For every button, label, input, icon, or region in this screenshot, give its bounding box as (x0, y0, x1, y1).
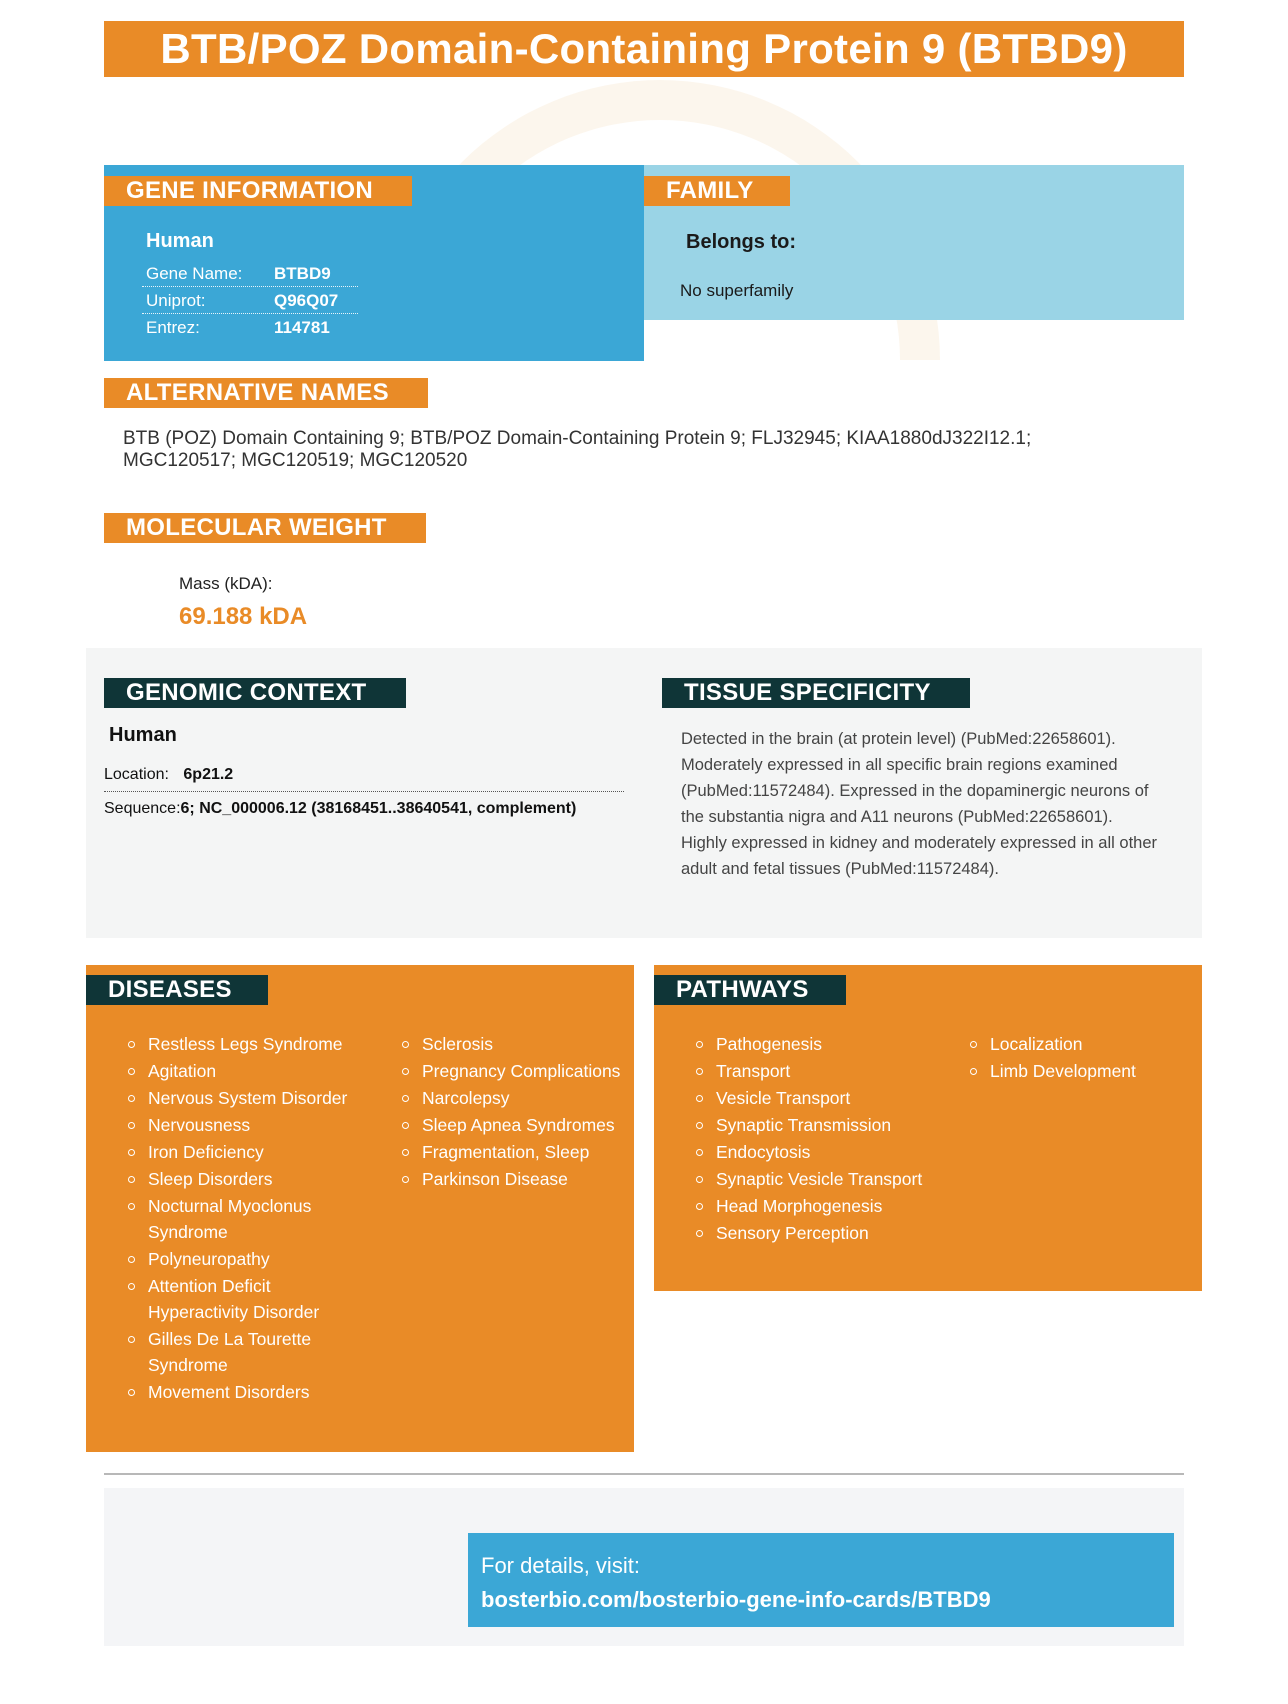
details-url-link[interactable]: bosterbio.com/bosterbio-gene-info-cards/BTBD9 (481, 1587, 991, 1612)
genomic-species: Human (109, 724, 177, 746)
page-title: BTB/POZ Domain-Containing Protein 9 (BTBD9) (104, 21, 1184, 77)
list-item: Nervous System Disorder (128, 1085, 358, 1111)
diseases-list-col2 (402, 1031, 632, 1193)
uniprot-value: Q96Q07 (274, 291, 339, 310)
list-item: Synaptic Vesicle Transport (696, 1166, 936, 1192)
list-item: Gilles De La Tourette Syndrome (128, 1326, 358, 1378)
list-item: Parkinson Disease (402, 1166, 632, 1192)
pathways-list-col1 (696, 1031, 936, 1247)
pathways-list-col2 (970, 1031, 1200, 1085)
list-item: Restless Legs Syndrome (128, 1031, 358, 1057)
entrez-key: Entrez: (146, 318, 200, 337)
list-item: Pathogenesis (696, 1031, 936, 1057)
location-label: Location: (104, 766, 169, 783)
gene-species: Human (146, 230, 214, 252)
list-item: Transport (696, 1058, 936, 1084)
gene-name-key: Gene Name: (146, 264, 243, 283)
diseases-panel (86, 965, 634, 1452)
mass-label: Mass (kDA): (179, 574, 273, 593)
footer-divider (104, 1473, 1184, 1475)
list-item: Synaptic Transmission (696, 1112, 936, 1138)
belongs-to-label: Belongs to: (686, 231, 796, 253)
list-item: Polyneuropathy (128, 1246, 358, 1272)
family-heading: FAMILY (644, 176, 790, 206)
footer-panel (104, 1488, 1184, 1646)
tissue-specificity-text: Detected in the brain (at protein level) (PubMed:22658601). Moderately expressed in all specific brain regions examined (PubMed:11572484). Expressed in the dopaminergic neurons of the substantia nigra and A11 neurons (PubMed:22658601). Highly expressed in kidney and moderately expressed in all other adult and fetal tissues (PubMed:11572484). (681, 730, 1158, 878)
mass-value: 69.188 kDA (179, 603, 308, 630)
family-panel (644, 165, 1184, 320)
list-item: Attention Deficit Hyperactivity Disorder (128, 1273, 358, 1325)
list-item: Limb Development (970, 1058, 1200, 1084)
list-item: Iron Deficiency (128, 1139, 358, 1165)
gene-row-entrez (142, 314, 358, 341)
superfamily-value: No superfamily (680, 281, 794, 300)
pathways-panel (654, 965, 1202, 1291)
genomic-context-heading: GENOMIC CONTEXT (104, 678, 406, 708)
entrez-value: 114781 (274, 318, 330, 337)
list-item: Endocytosis (696, 1139, 936, 1165)
list-item: Agitation (128, 1058, 358, 1084)
uniprot-key: Uniprot: (146, 291, 206, 310)
sequence-value: 6; NC_000006.12 (38168451..38640541, complement) (180, 800, 577, 817)
list-item: Fragmentation, Sleep (402, 1139, 632, 1165)
list-item: Sclerosis (402, 1031, 632, 1057)
list-item: Vesicle Transport (696, 1085, 936, 1111)
list-item: Movement Disorders (128, 1379, 358, 1405)
details-link-box[interactable] (468, 1533, 1174, 1627)
list-item: Head Morphogenesis (696, 1193, 936, 1219)
sequence-row (104, 800, 644, 818)
alternative-names-text: BTB (POZ) Domain Containing 9; BTB/POZ Domain-Containing Protein 9; FLJ32945; KIAA1880dJ322I12.1; MGC120517; MGC120519; MGC120520 (123, 428, 1032, 471)
list-item: Sensory Perception (696, 1220, 936, 1246)
gene-row-name (142, 260, 358, 287)
gene-row-uniprot (142, 287, 358, 314)
alternative-names-heading: ALTERNATIVE NAMES (104, 378, 428, 408)
gene-information-heading: GENE INFORMATION (104, 176, 412, 206)
location-row (104, 766, 624, 792)
list-item: Nocturnal Myoclonus Syndrome (128, 1193, 358, 1245)
molecular-weight-heading: MOLECULAR WEIGHT (104, 513, 426, 543)
genomic-tissue-panel (86, 648, 1202, 938)
gene-information-panel (104, 165, 644, 361)
list-item: Narcolepsy (402, 1085, 632, 1111)
diseases-heading: DISEASES (86, 975, 268, 1005)
list-item: Sleep Disorders (128, 1166, 358, 1192)
list-item: Sleep Apnea Syndromes (402, 1112, 632, 1138)
details-label: For details, visit: (481, 1553, 640, 1578)
list-item: Localization (970, 1031, 1200, 1057)
pathways-heading: PATHWAYS (654, 975, 846, 1005)
list-item: Pregnancy Complications (402, 1058, 632, 1084)
list-item: Nervousness (128, 1112, 358, 1138)
tissue-specificity-heading: TISSUE SPECIFICITY (662, 678, 970, 708)
diseases-list-col1 (128, 1031, 358, 1406)
location-value: 6p21.2 (183, 766, 234, 783)
gene-name-value: BTBD9 (274, 264, 331, 283)
sequence-label: Sequence: (104, 800, 181, 817)
